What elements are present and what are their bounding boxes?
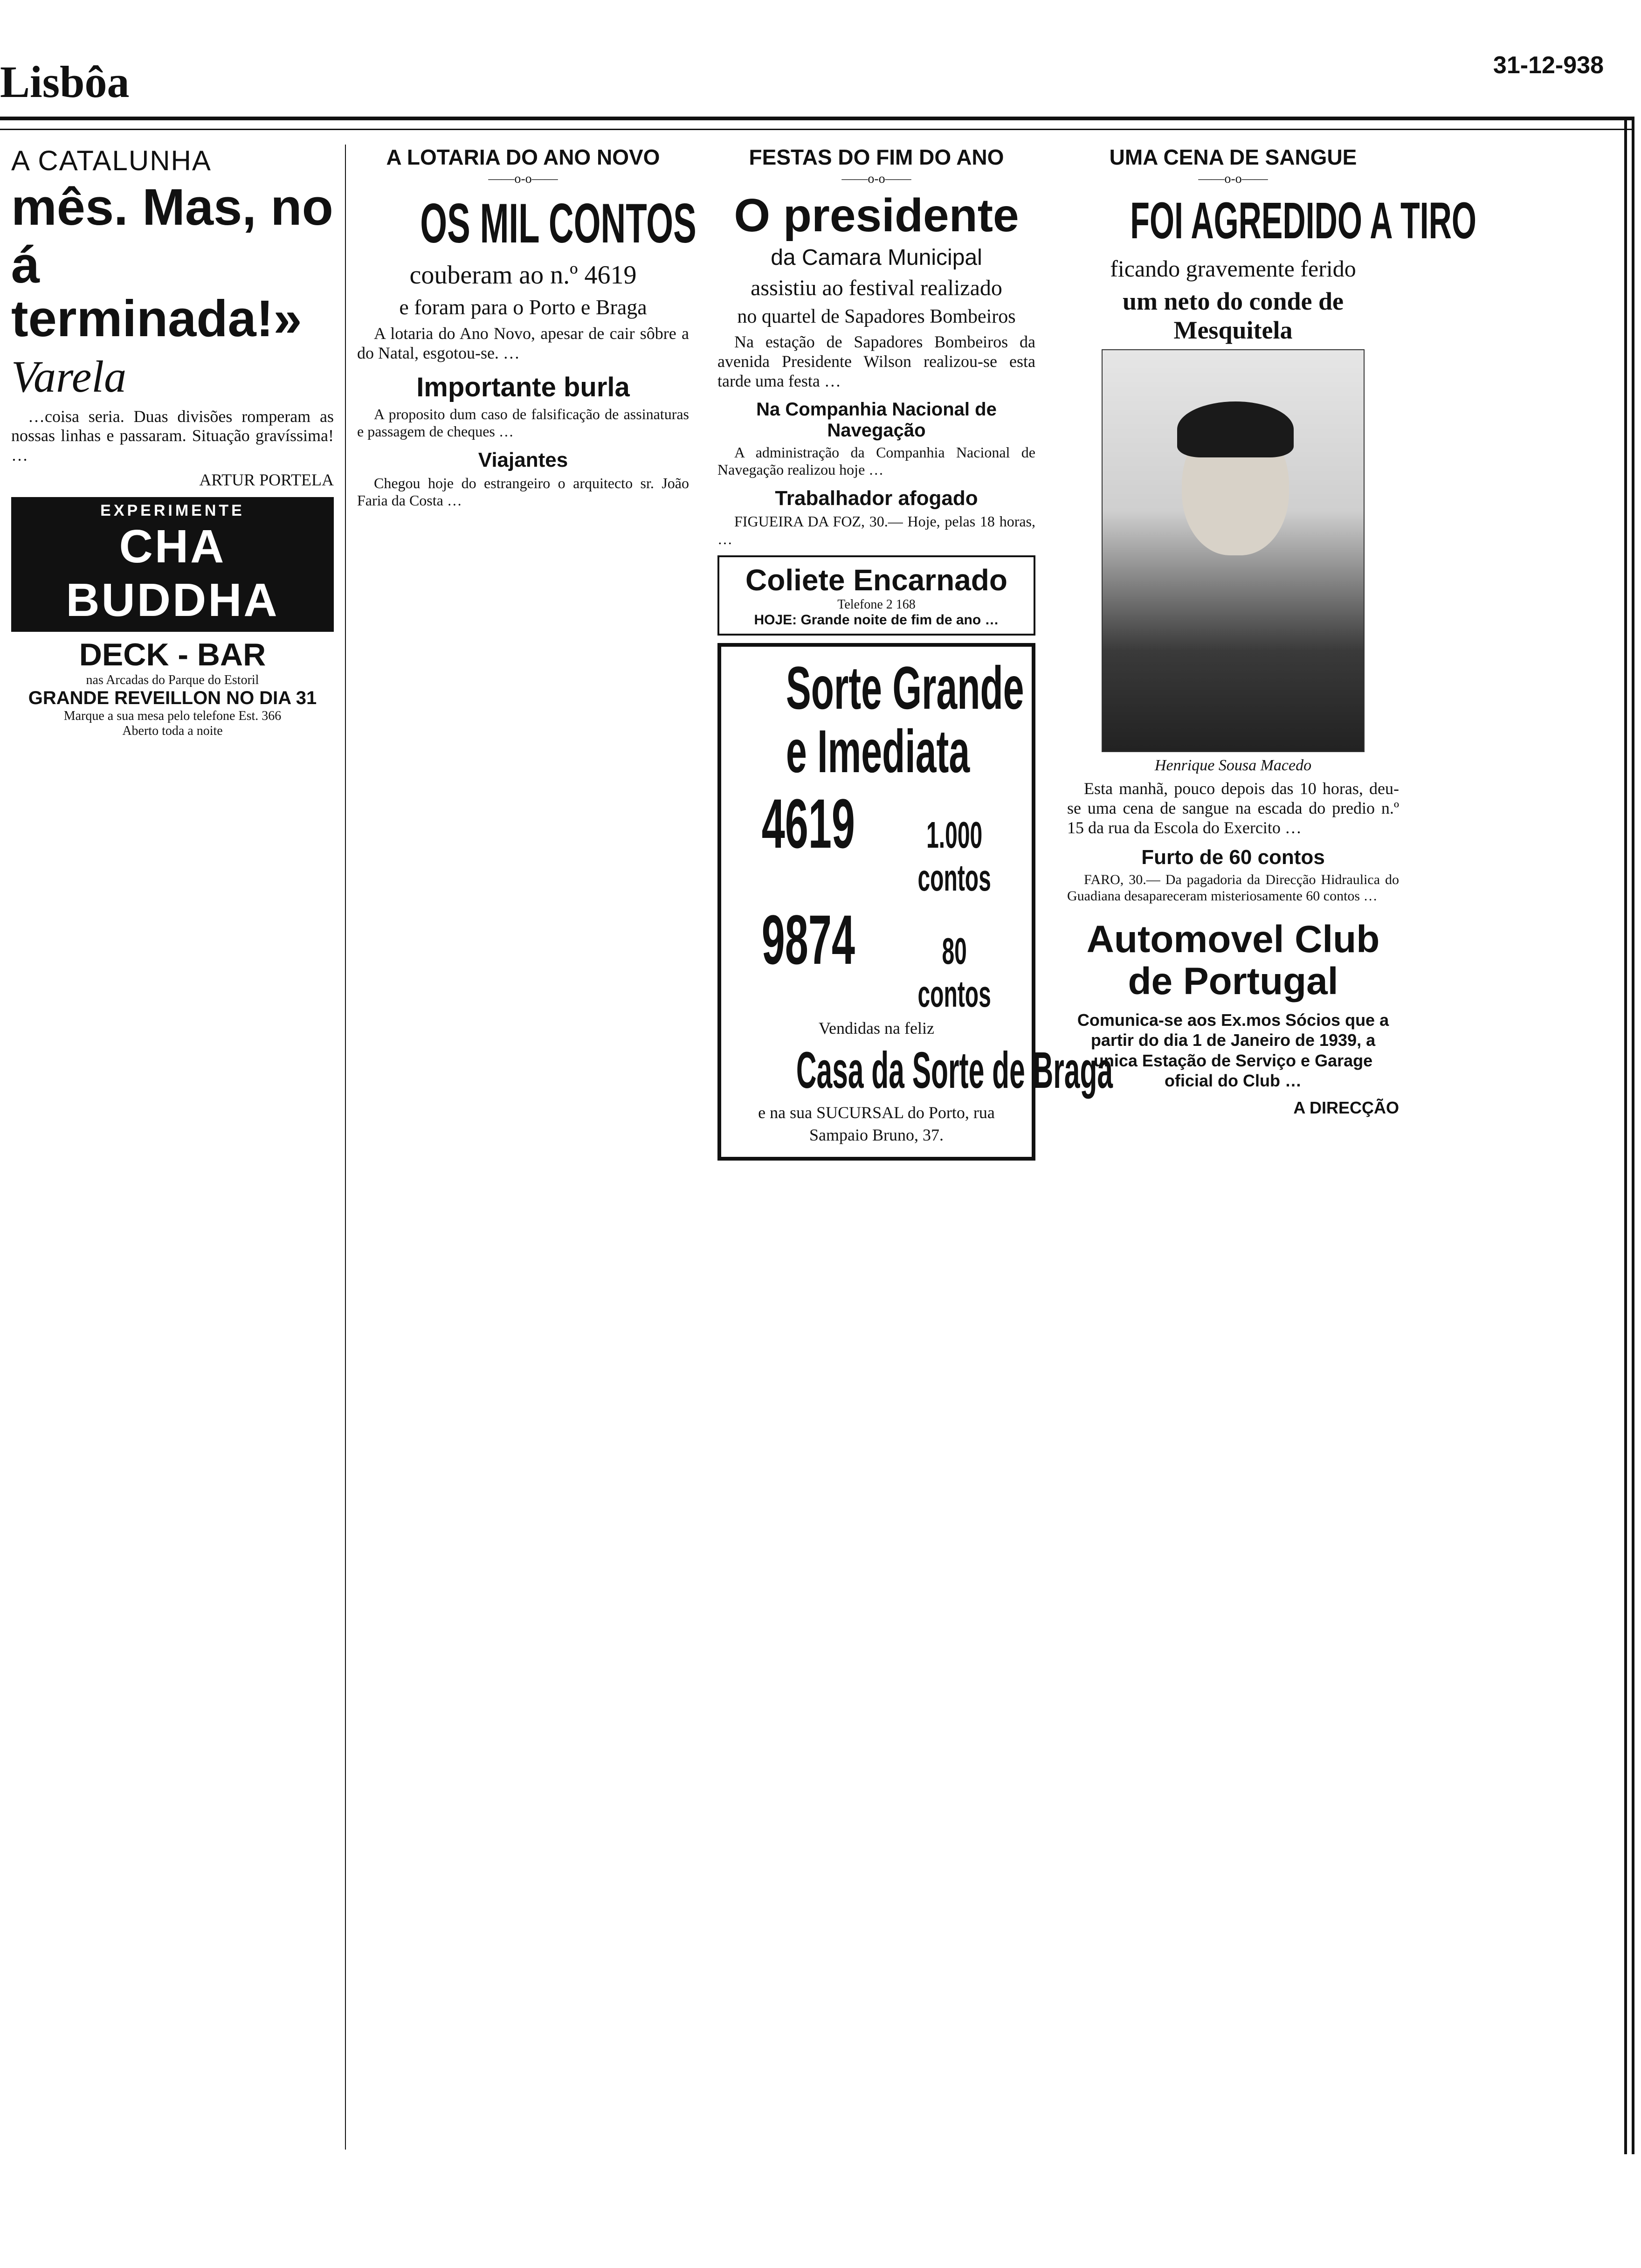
ad-location: nas Arcadas do Parque do Estoril [86,672,259,687]
headline-line-2: á terminada!» [11,236,302,347]
issue-date: 31-12-938 [1493,52,1604,79]
ad-club-sign: A DIRECÇÃO [1293,1098,1399,1117]
ad-hours: Aberto toda a noite [122,723,223,738]
item-body [357,475,689,509]
prize-number: 9874 [761,900,855,979]
masthead-rule-thin [0,129,1632,130]
ad-address: Sampaio Bruno, 37. [809,1125,944,1144]
paragraph: Na estação de Sapadores Bombeiros da avenida Presidente Wilson realizou-se esta tarde uma festa … [717,332,1035,390]
article-body [1067,779,1399,837]
prize-row [731,783,1022,899]
paragraph: A lotaria do Ano Novo, apesar de cair sôbre a do Natal, esgotou-se. … [357,324,689,362]
subheadline-2: um neto do conde de Mesquitela [1122,287,1344,344]
subheadline-2: e foram para o Porto e Braga [399,295,647,319]
headline-line-1: mês. Mas, no [11,179,333,236]
item-title: Importante burla [416,372,630,402]
kicker: A CATALUNHA [11,145,212,176]
item-body [717,444,1035,478]
ad-title-1: Automovel Club [1086,918,1380,961]
subheadline-2: assistiu ao festival realizado [751,276,1002,300]
ad-house: Casa da Sorte de Braga [796,1041,1113,1099]
paragraph: A proposito dum caso de falsificação de assinaturas e passagem de cheques … [357,405,689,440]
ad-line: Vendidas na feliz [819,1018,934,1037]
kicker: UMA CENA DE SANGUE [1109,145,1357,169]
ad-body: HOJE: Grande noite de fim de ano … [754,612,999,628]
kicker: A LOTARIA DO ANO NOVO [386,145,660,169]
photo-caption: Henrique Sousa Macedo [1154,757,1312,774]
ad-coliseu [717,555,1035,636]
subheadline-1: da Camara Municipal [771,245,982,270]
portrait-hair [1177,401,1294,457]
paragraph: FARO, 30.— Da pagadoria da Direcção Hidraulica do Guadiana desapareceram misteriosamente 60 contos … [1067,872,1399,904]
headline: OS MIL CONTOS [420,192,696,255]
column-festas [706,145,1113,2150]
article-body [357,324,689,363]
headline: FOI AGREDIDO A TIRO [1130,192,1476,249]
ad-phone: Telefone 2 168 [837,597,916,612]
masthead-rule [0,117,1632,120]
ad-deck-bar [11,636,334,739]
column-lotaria [345,145,700,2150]
prize-row [731,899,1022,1016]
ad-phone: Marque a sua mesa pelo telefone Est. 366 [63,708,282,723]
ad-event: GRANDE REVEILLON NO DIA 31 [28,687,317,708]
paragraph: …coisa seria. Duas divisões romperam as nossas linhas e passaram. Situação gravíssima! … [11,407,334,464]
portrait-photo [1102,349,1365,752]
article-body [11,407,334,465]
paragraph: Chegou hoje do estrangeiro o arquitecto sr. João Faria da Costa … [357,474,689,509]
masthead-title: Lisbôa [0,57,130,107]
ad-title-2: de Portugal [1128,960,1338,1003]
ad-club-title [1067,919,1399,1003]
paragraph: FIGUEIRA DA FOZ, 30.— Hoje, pelas 18 horas, … [717,513,1035,547]
page-edge-rule [1624,117,1634,2154]
column-catalunha [0,145,345,2150]
prize-amount: 80 contos [917,930,991,1015]
column-cena-de-sangue [1056,145,1476,2150]
prize-number: 4619 [761,784,855,863]
item-body [717,513,1035,547]
byline: Varela [11,351,127,401]
ad-title-1: Sorte Grande [786,653,1024,722]
subheadline-1: couberam ao n.º 4619 [409,261,637,290]
ornament: ——o-o—— [1198,172,1268,186]
ornament: ——o-o—— [841,172,911,186]
item-body [357,406,689,440]
ad-club-body: Comunica-se aos Ex.mos Sócios que a partir do dia 1 de Janeiro de 1939, a unica Estação de Serviço e Garage oficial do Club … [1077,1010,1389,1090]
subheadline-1: ficando gravemente ferido [1110,256,1356,282]
item-title: Na Companhia Nacional de Navegação [756,399,997,441]
ad-cha-buddha [11,497,334,632]
paragraph: A administração da Companhia Nacional de Navegação realizou hoje … [717,444,1035,478]
ad-sorte-grande [717,643,1113,1161]
item-title: Trabalhador afogado [775,487,978,510]
subheadline-3: no quartel de Sapadores Bombeiros [737,306,1016,327]
prize-amount: 1.000 contos [917,814,991,899]
ad-tagline: EXPERIMENTE [100,501,245,519]
ornament: ——o-o—— [488,172,558,186]
ad-brand: CHA BUDDHA [66,520,279,626]
ad-title: DECK - BAR [79,636,266,672]
headline: O presidente [734,189,1019,242]
paragraph: Esta manhã, pouco depois das 10 horas, deu-se uma cena de sangue na escada do predio n.º 15 da rua da Escola do Exercito … [1067,779,1399,837]
ad-line: e na sua SUCURSAL do Porto, rua [758,1103,995,1122]
kicker: FESTAS DO FIM DO ANO [749,145,1004,169]
item-title: Viajantes [478,448,568,471]
ad-title-2: e Imediata [786,717,970,786]
item-body [1067,872,1399,905]
signature: ARTUR PORTELA [199,470,334,489]
article-body [717,332,1035,391]
ad-title: Coliete Encarnado [745,563,1007,597]
item-title: Furto de 60 contos [1141,846,1325,869]
